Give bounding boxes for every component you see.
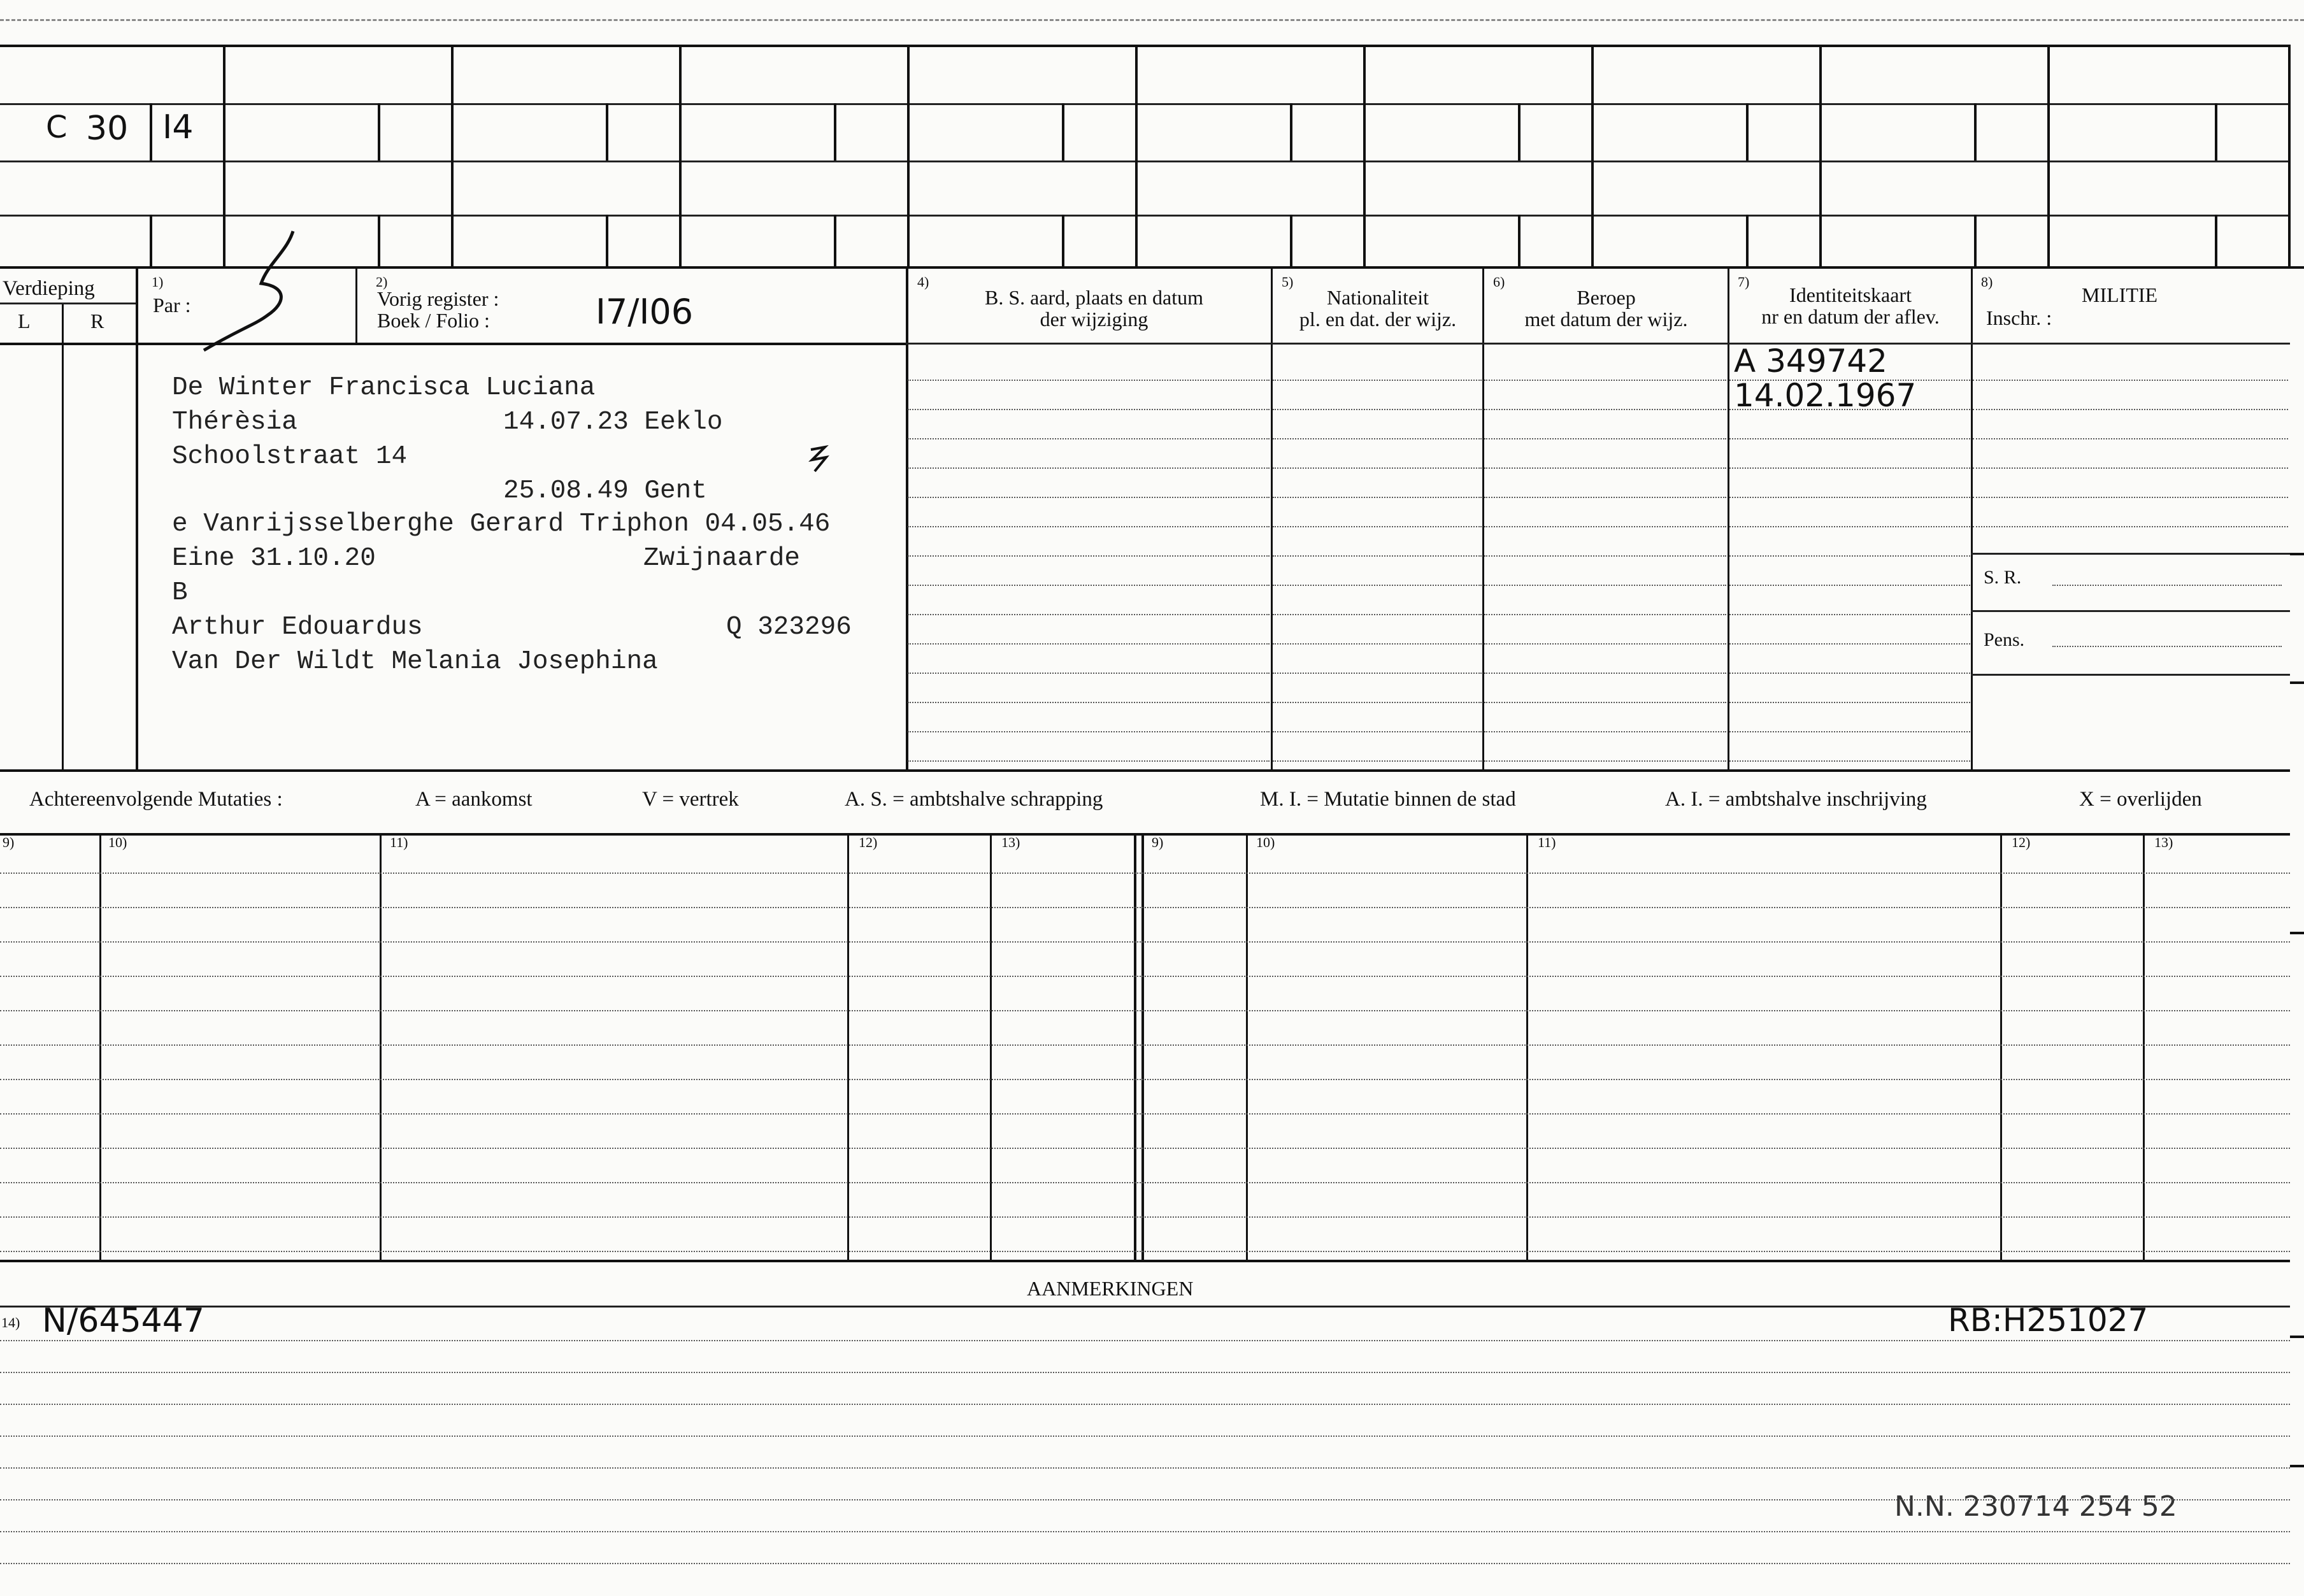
grid-line: [1591, 45, 1594, 266]
entry-line-1: De Winter Francisca Luciana: [172, 373, 596, 403]
dotted-line: [1973, 526, 2288, 527]
boek-folio-label: Boek / Folio :: [377, 309, 490, 332]
dotted-line: [1729, 731, 1970, 732]
legend-as: A. S. = ambtshalve schrapping: [845, 788, 1103, 811]
sr-label: S. R.: [1984, 567, 2022, 588]
dotted-line: [1484, 673, 1726, 674]
entry-line-4: 25.08.49 Gent: [503, 476, 707, 506]
grid-line: [1134, 833, 1136, 1260]
entry-line-8a: Arthur Edouardus: [172, 613, 423, 642]
dotted-line: [0, 1404, 2290, 1405]
grid-line: [906, 266, 908, 769]
grid-line: [1971, 266, 1973, 769]
dotted-line: [908, 731, 1270, 732]
dotted-line: [1484, 438, 1726, 439]
grid-line: [1135, 45, 1138, 266]
dotted-line: [1484, 497, 1726, 498]
dotted-line: [0, 1372, 2290, 1373]
bs-label-1: B. S. aard, plaats en datum: [984, 286, 1204, 309]
grid-line: [136, 266, 138, 769]
dotted-line: [1273, 497, 1482, 498]
grid-line: [1141, 833, 1144, 1260]
dotted-line: [1273, 526, 1482, 527]
militie-label: MILITIE: [2082, 283, 2158, 306]
margin-tick: [2290, 681, 2304, 684]
grid-line: [990, 833, 992, 1260]
col-number: 4): [917, 274, 929, 290]
inschr-label: Inschr. :: [1986, 306, 2052, 329]
dotted-line: [1729, 760, 1970, 762]
col-number: 9): [1152, 834, 1164, 850]
grid-line: [1819, 45, 1822, 266]
dotted-line: [1273, 467, 1482, 469]
legend-x: X = overlijden: [2079, 788, 2202, 811]
dotted-line: [1273, 673, 1482, 674]
dotted-line: [908, 497, 1270, 498]
nationaliteit-label-2: pl. en dat. der wijz.: [1299, 308, 1457, 331]
dotted-line: [1273, 555, 1482, 557]
grid-line: [0, 833, 2290, 836]
margin-tick: [2290, 266, 2304, 269]
pens-label: Pens.: [1984, 629, 2025, 650]
entry-line-6a: Eine 31.10.20: [172, 544, 376, 573]
dotted-line: [1273, 438, 1482, 439]
grid-line: [0, 160, 2290, 162]
col-number: 14): [1, 1315, 20, 1330]
remarks-nn-bottom: N.N. 230714 254 52: [1894, 1490, 2177, 1523]
grid-line: [1971, 553, 2290, 555]
grid-line: [1246, 833, 1248, 1260]
legend-ai: A. I. = ambtshalve inschrijving: [1665, 788, 1927, 811]
entry-line-2b: 14.07.23 Eeklo: [503, 408, 723, 437]
grid-line: [834, 215, 836, 266]
floor-l-label: L: [18, 310, 31, 332]
code-i4: I4: [162, 108, 194, 146]
grid-line: [0, 215, 2290, 217]
entry-line-5: e Vanrijsselberghe Gerard Triphon 04.05.46: [172, 509, 831, 539]
grid-line: [62, 303, 64, 769]
grid-line: [2215, 103, 2217, 160]
col-number: 5): [1282, 274, 1294, 290]
col-number: 11): [390, 834, 408, 850]
col-number: 13): [2154, 834, 2173, 850]
grid-line: [906, 343, 2290, 345]
dotted-line: [908, 673, 1270, 674]
grid-line: [606, 103, 608, 160]
dotted-line: [908, 467, 1270, 469]
col-number: 11): [1538, 834, 1556, 850]
dotted-line: [1729, 526, 1970, 527]
dotted-line: [1729, 702, 1970, 703]
dotted-line: [1729, 555, 1970, 557]
dotted-line: [1273, 643, 1482, 645]
dotted-line: [0, 1182, 2290, 1183]
dotted-line: [1484, 614, 1726, 615]
dotted-line: [908, 614, 1270, 615]
col-number: 6): [1493, 274, 1505, 290]
dotted-line: [1729, 409, 1970, 410]
remarks-rb: RB:H251027: [1948, 1302, 2149, 1339]
dotted-line: [1484, 731, 1726, 732]
remarks-title: AANMERKINGEN: [1027, 1277, 1194, 1300]
dotted-line: [1729, 438, 1970, 439]
dotted-line: [2052, 646, 2282, 647]
grid-line: [1062, 215, 1064, 266]
dotted-line: [1273, 731, 1482, 732]
col-number: 10): [1256, 834, 1275, 850]
dotted-line: [1484, 702, 1726, 703]
dotted-line: [1729, 673, 1970, 674]
legend-mi: M. I. = Mutatie binnen de stad: [1260, 788, 1516, 811]
grid-line: [1290, 103, 1292, 160]
bs-label-2: der wijziging: [1040, 308, 1148, 331]
dotted-line: [0, 873, 2290, 874]
grid-line: [1062, 103, 1064, 160]
grid-line: [0, 303, 136, 304]
dotted-line: [0, 1044, 2290, 1046]
grid-line: [150, 103, 152, 160]
dotted-line: [1273, 614, 1482, 615]
vorig-register-label: Vorig register :: [377, 287, 499, 310]
dotted-line: [1973, 438, 2288, 439]
code-30: 30: [86, 110, 129, 148]
dotted-line: [1973, 380, 2288, 381]
dotted-line: [1729, 497, 1970, 498]
dotted-line: [1484, 643, 1726, 645]
entry-line-7: B: [172, 578, 188, 608]
grid-line: [679, 45, 682, 266]
dotted-line: [1484, 585, 1726, 586]
entry-line-2a: Thérèsia: [172, 408, 297, 437]
dotted-line: [1273, 585, 1482, 586]
dotted-line: [1484, 409, 1726, 410]
dotted-line: [0, 1531, 2290, 1532]
grid-line: [1974, 215, 1977, 266]
dotted-line: [1973, 497, 2288, 498]
dotted-line: [1973, 409, 2288, 410]
grid-line: [2047, 45, 2050, 266]
identiteitskaart-label-1: Identiteitskaart: [1789, 283, 1912, 306]
code-c: C: [46, 110, 68, 145]
grid-line: [1971, 674, 2290, 676]
col-number: 7): [1738, 274, 1750, 290]
entry-line-3: Schoolstraat 14: [172, 442, 408, 471]
dotted-line: [0, 1563, 2290, 1564]
dotted-line: [1729, 585, 1970, 586]
col-number: 2): [376, 274, 388, 290]
grid-line: [2000, 833, 2002, 1260]
dotted-line: [908, 643, 1270, 645]
dotted-line: [908, 380, 1270, 381]
beroep-label-2: met datum der wijz.: [1524, 308, 1688, 331]
dotted-line: [1484, 467, 1726, 469]
col-number: 9): [3, 834, 15, 850]
grid-line: [1971, 610, 2290, 612]
dotted-line: [1729, 467, 1970, 469]
grid-line: [1518, 103, 1520, 160]
dotted-line: [1484, 380, 1726, 381]
dotted-line: [908, 585, 1270, 586]
grid-line: [451, 45, 454, 266]
dotted-line: [1273, 702, 1482, 703]
dotted-line: [908, 438, 1270, 439]
dotted-line: [0, 941, 2290, 943]
grid-line: [355, 266, 357, 343]
grid-line: [1746, 215, 1749, 266]
grid-line: [834, 103, 836, 160]
dotted-line: [908, 555, 1270, 557]
dotted-line: [0, 976, 2290, 977]
floor-r-label: R: [90, 310, 104, 332]
dotted-line: [908, 760, 1270, 762]
dotted-line: [1484, 526, 1726, 527]
grid-line: [1290, 215, 1292, 266]
grid-line: [1746, 103, 1749, 160]
dotted-line: [908, 526, 1270, 527]
dotted-line: [1273, 409, 1482, 410]
grid-line: [1482, 266, 1484, 769]
dotted-line: [0, 1216, 2290, 1218]
dotted-line: [0, 1436, 2290, 1437]
grid-line: [847, 833, 849, 1260]
dotted-line: [1729, 643, 1970, 645]
dotted-line: [0, 907, 2290, 908]
grid-line: [1518, 215, 1520, 266]
grid-line: [2143, 833, 2145, 1260]
grid-line: [0, 343, 906, 345]
grid-line: [150, 215, 152, 266]
id-card-date: 14.02.1967: [1734, 377, 1917, 414]
dotted-line: [908, 702, 1270, 703]
grid-line: [380, 833, 382, 1260]
dotted-line: [1273, 380, 1482, 381]
grid-line: [0, 1260, 2290, 1262]
margin-tick: [2290, 553, 2304, 555]
dotted-line: [1973, 467, 2288, 469]
dotted-line: [1484, 555, 1726, 557]
margin-tick: [2290, 1336, 2304, 1338]
legend-title: Achtereenvolgende Mutaties :: [29, 788, 283, 811]
legend-a: A = aankomst: [415, 788, 533, 811]
remarks-nn-left: N/645447: [42, 1302, 204, 1340]
grid-line: [378, 103, 380, 160]
margin-tick: [2290, 1465, 2304, 1467]
grid-line: [2215, 215, 2217, 266]
boek-folio-value: I7/I06: [596, 292, 694, 332]
grid-line: [907, 45, 910, 266]
col-number: 10): [108, 834, 127, 850]
dotted-line: [1729, 380, 1970, 381]
dotted-line: [0, 1148, 2290, 1149]
dotted-line: [1484, 760, 1726, 762]
dotted-line: [0, 1340, 2290, 1341]
dotted-line: [0, 1499, 2290, 1500]
grid-line: [378, 215, 380, 266]
grid-line: [99, 833, 101, 1260]
entry-line-9: Van Der Wildt Melania Josephina: [172, 647, 658, 676]
legend-v: V = vertrek: [642, 788, 739, 811]
entry-line-8b: Q 323296: [726, 613, 852, 642]
beroep-label-1: Beroep: [1577, 286, 1636, 309]
handwritten-mark: [806, 443, 831, 475]
nationaliteit-label-1: Nationaliteit: [1327, 286, 1429, 309]
dotted-line: [2052, 585, 2282, 586]
col-number: 13): [1001, 834, 1020, 850]
grid-line: [2288, 45, 2291, 266]
grid-line: [0, 45, 2290, 47]
handwritten-mark: [191, 226, 312, 360]
grid-line: [606, 215, 608, 266]
grid-line: [1974, 103, 1977, 160]
dotted-line: [0, 1113, 2290, 1115]
identiteitskaart-label-2: nr en datum der aflev.: [1761, 305, 1940, 328]
col-number: 1): [152, 274, 164, 290]
grid-line: [1728, 266, 1729, 769]
id-card-number: A 349742: [1734, 343, 1887, 380]
grid-line: [1271, 266, 1273, 769]
entry-line-6b: Zwijnaarde: [643, 544, 801, 573]
col-number: 12): [2012, 834, 2031, 850]
dotted-line: [1273, 760, 1482, 762]
dotted-line: [0, 1467, 2290, 1469]
dotted-line: [1729, 614, 1970, 615]
grid-line: [0, 769, 2290, 772]
par-label: Par :: [153, 294, 191, 317]
col-number: 8): [1981, 274, 1993, 290]
top-edge: [0, 19, 2304, 21]
col-number: 12): [859, 834, 878, 850]
margin-tick: [2290, 932, 2304, 934]
grid-line: [1526, 833, 1528, 1260]
dotted-line: [0, 1010, 2290, 1011]
dotted-line: [908, 409, 1270, 410]
grid-line: [0, 266, 2290, 269]
verdieping-label: Verdieping: [3, 277, 95, 300]
dotted-line: [0, 1251, 2290, 1252]
grid-line: [0, 1306, 2290, 1307]
dotted-line: [0, 1079, 2290, 1080]
grid-line: [0, 103, 2290, 105]
grid-line: [1363, 45, 1366, 266]
